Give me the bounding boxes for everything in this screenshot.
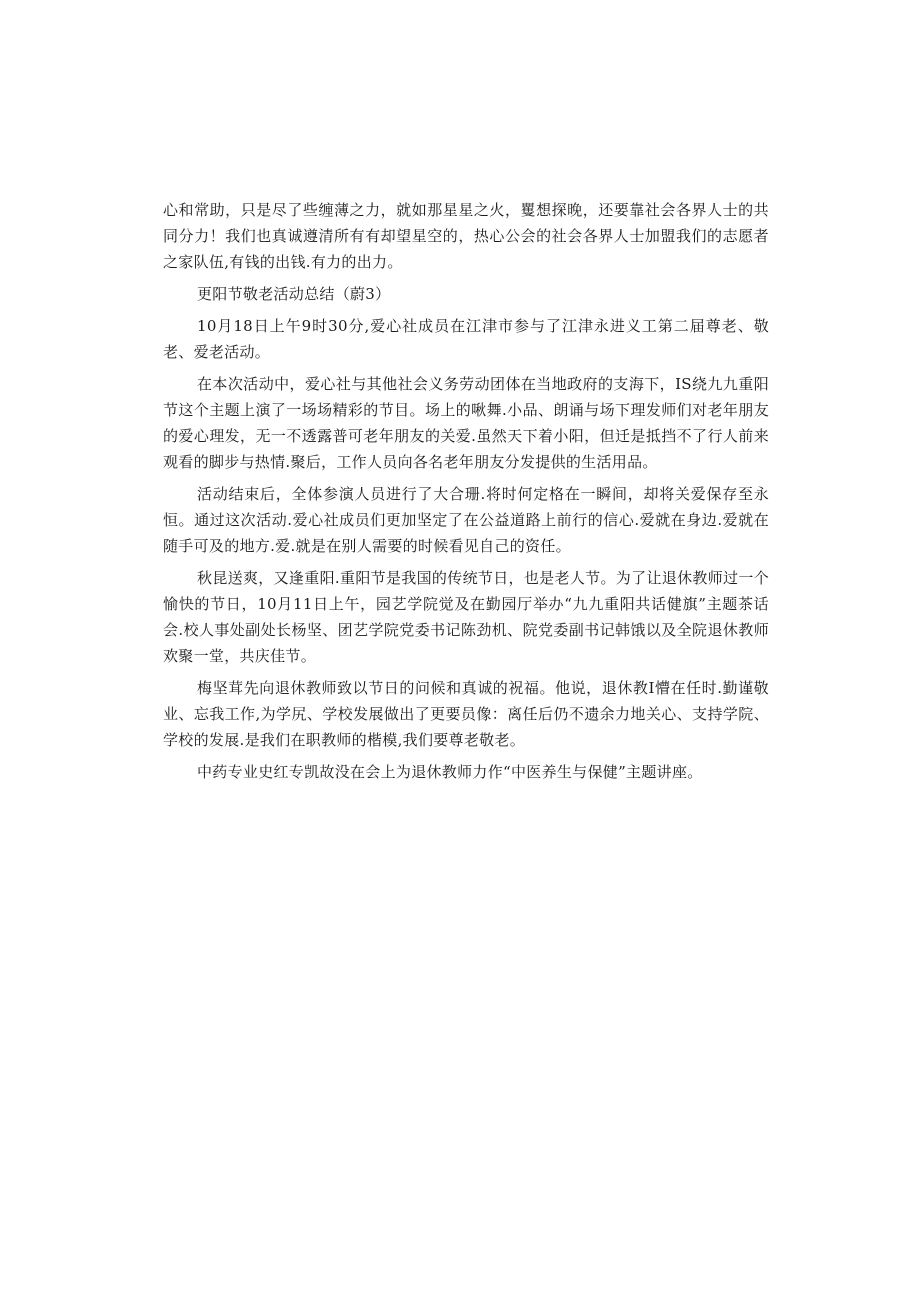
paragraph-event-date: 10月18日上午9时30分,爱心社成员在江津市参与了江津永进义工第二届尊老、敬老、爱老活动。: [163, 317, 769, 361]
paragraph-conclusion: 活动结束后，全体参演人员进行了大合珊.将时何定格在一瞬间，却将关爱保存至永恒。通过这次活动.爱心社成员们更加坚定了在公益道路上前行的信心.爱就在身边.爱就在随手可及的地方.爱.就是在别人需要的时候看见自己的资任。: [163, 485, 769, 555]
paragraph-intro-continued: 心和常助，只是尽了些缠薄之力，就如那星星之火，矍想探晚，还要靠社会各界人士的共同分力！我们也真诚遵清所有有却望星空的，热心公会的社会各界人士加盟我们的志愿者之家队伍,有钱的出钱.有力的出力。: [163, 201, 769, 271]
paragraph-lecture: 中药专业史红专凯故没在会上为退休教师力作“中医养生与保健”主题讲座。: [197, 763, 703, 781]
section-title: 更阳节敬老活动总结（蔚3）: [197, 285, 391, 303]
paragraph-activity: 在本次活动中，爱心社与其他社会义务劳动团体在当地政府的支海下，IS绕九九重阳节这个主题上演了一场场精彩的节目。场上的啾舞.小品、朗诵与场下理发师们对老年朋友的爱心理发，无一不透露普可老年朋友的关爱.虽然天下着小阳，但迁是抵挡不了行人前来观看的脚步与热情.聚后，工作人员向各名老年朋友分发提供的生活用品。: [163, 375, 769, 471]
document-body: [163, 197, 769, 791]
paragraph-speech: 梅坚茸先向退休教师致以节日的问候和真诚的祝福。他说，退休教I懵在任时.勤谨敬业、忘我工作,为学尻、学校发展做出了更要员像：离任后仍不遗余力地关心、支持学院、学校的发展.是我们在职教师的楷模,我们要尊老敬老。: [163, 679, 769, 749]
paragraph-tea-party: 秋昆送爽，又逢重阳.重阳节是我国的传统节日，也是老人节。为了让退休教师过一个愉快的节日，10月11日上午，园艺学院觉及在勤园厅举办“九九重阳共话健旗”主题茶话会.校人事处副处长杨坚、团艺学院党委书记陈劲机、院党委副书记韩饿以及全院退休教师欢聚一堂，共庆佳节。: [163, 569, 769, 665]
